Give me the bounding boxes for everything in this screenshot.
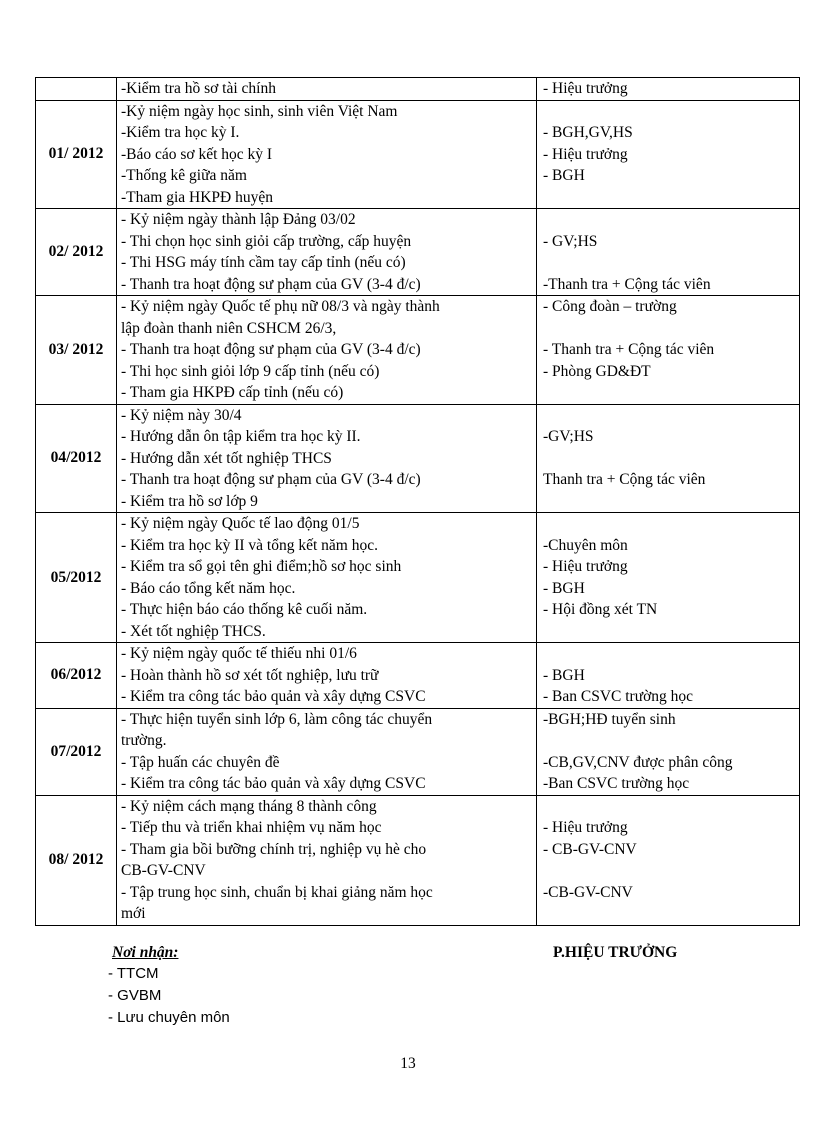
- content-cell: [117, 209, 537, 296]
- content-line: lập đoàn thanh niên CSHCM 26/3,: [121, 319, 337, 337]
- content-line: - Kiểm tra công tác bảo quản và xây dựng CSVC: [121, 775, 426, 792]
- content-line: trường.: [121, 732, 167, 749]
- responsible-line: -CB,GV,CNV được phân công: [543, 753, 733, 771]
- content-cell: [117, 296, 537, 405]
- table-row: [36, 513, 800, 643]
- table-row: [36, 78, 800, 101]
- responsible-line: [537, 318, 799, 340]
- table-row: [36, 404, 800, 513]
- table-row: [36, 296, 800, 405]
- responsible-line: -Ban CSVC trường học: [543, 775, 690, 792]
- responsible-line: - CB-GV-CNV: [543, 840, 637, 858]
- responsible-line: [537, 448, 799, 470]
- responsible-cell: [537, 78, 800, 101]
- content-line: - Tham gia HKPĐ cấp tỉnh (nếu có): [121, 384, 344, 401]
- content-line: - Hướng dẫn ôn tập kiểm tra học kỳ II.: [121, 428, 361, 445]
- responsible-line: - Hiệu trưởng: [543, 819, 628, 836]
- content-line: - Thanh tra hoạt động sư phạm của GV (3-4 đ/c): [121, 471, 421, 488]
- schedule-table: [35, 77, 800, 926]
- content-line: - Báo cáo tổng kết năm học.: [121, 579, 296, 597]
- responsible-cell: [537, 296, 800, 405]
- content-cell: [117, 100, 537, 209]
- table-row: [36, 708, 800, 795]
- responsible-line: [537, 903, 799, 925]
- responsible-cell: [537, 209, 800, 296]
- responsible-line: [537, 643, 799, 665]
- responsible-line: [537, 209, 799, 231]
- content-line: - Thi HSG máy tính cầm tay cấp tỉnh (nếu có): [121, 254, 406, 271]
- responsible-cell: [537, 795, 800, 925]
- content-line: -Báo cáo sơ kết học kỳ I: [121, 145, 273, 163]
- responsible-cell: [537, 643, 800, 709]
- responsible-cell: [537, 404, 800, 513]
- responsible-line: -Thanh tra + Cộng tác viên: [543, 275, 711, 293]
- month-cell: 08/ 2012: [36, 795, 117, 925]
- content-line: - Tham gia bồi bưỡng chính trị, nghiệp vụ hè cho: [121, 840, 427, 858]
- content-line: -Tham gia HKPĐ huyện: [121, 188, 273, 206]
- month-cell: 07/2012: [36, 708, 117, 795]
- responsible-line: [537, 187, 799, 209]
- responsible-line: [537, 252, 799, 274]
- responsible-line: [537, 491, 799, 513]
- month-cell: 03/ 2012: [36, 296, 117, 405]
- table-row: [36, 643, 800, 709]
- content-line: - Thanh tra hoạt động sư phạm của GV (3-4 đ/c): [121, 341, 421, 358]
- content-line: - Kỷ niệm ngày thành lập Đảng 03/02: [121, 211, 356, 228]
- responsible-line: - BGH: [543, 666, 585, 684]
- responsible-cell: [537, 513, 800, 643]
- responsible-line: [537, 513, 799, 535]
- responsible-cell: [537, 100, 800, 209]
- content-line: mới: [121, 905, 146, 922]
- content-line: -Thống kê giữa năm: [121, 167, 247, 184]
- month-cell: 06/2012: [36, 643, 117, 709]
- month-cell: 01/ 2012: [36, 100, 117, 209]
- responsible-line: - BGH,GV,HS: [543, 124, 633, 141]
- content-line: - Thi chọn học sinh giỏi cấp trường, cấp huyện: [121, 232, 412, 250]
- content-line: - Kỷ niệm ngày quốc tế thiếu nhi 01/6: [121, 645, 357, 662]
- responsible-line: [537, 796, 799, 818]
- content-cell: [117, 795, 537, 925]
- content-line: - Thanh tra hoạt động sư phạm của GV (3-4 đ/c): [121, 275, 421, 293]
- content-cell: [117, 404, 537, 513]
- responsible-line: - GV;HS: [543, 232, 598, 250]
- content-line: - Kiểm tra sổ gọi tên ghi điểm;hồ sơ học sinh: [121, 558, 402, 575]
- content-line: - Kỷ niệm ngày Quốc tế lao động 01/5: [121, 515, 360, 532]
- responsible-line: - Hiệu trưởng: [543, 558, 628, 575]
- month-cell: 05/2012: [36, 513, 117, 643]
- recipient-item: - GVBM: [108, 987, 162, 1004]
- signer-title: P.HIỆU TRƯỞNG: [553, 944, 678, 961]
- content-cell: [117, 643, 537, 709]
- recipient-item: - Lưu chuyên môn: [108, 1009, 230, 1026]
- content-line: - Tập trung học sinh, chuẩn bị khai giảng năm học: [121, 883, 433, 901]
- responsible-line: - Công đoàn – trường: [543, 298, 677, 315]
- content-cell: [117, 513, 537, 643]
- responsible-line: -GV;HS: [543, 428, 594, 445]
- content-line: - Tập huấn các chuyên đề: [121, 753, 280, 771]
- content-line: -Kiểm tra học kỳ I.: [121, 124, 240, 141]
- content-line: -Kỷ niệm ngày học sinh, sinh viên Việt Nam: [121, 102, 398, 120]
- responsible-line: - Hiệu trưởng: [543, 80, 628, 97]
- month-cell: [36, 78, 117, 101]
- table-row: [36, 209, 800, 296]
- responsible-line: -CB-GV-CNV: [543, 883, 633, 901]
- responsible-line: -BGH;HĐ tuyển sinh: [543, 710, 676, 728]
- responsible-line: - Hội đồng xét TN: [543, 601, 658, 618]
- responsible-line: Thanh tra + Cộng tác viên: [543, 471, 706, 488]
- content-line: - Kỷ niệm này 30/4: [121, 406, 242, 424]
- responsible-line: - Ban CSVC trường học: [543, 688, 694, 705]
- content-line: CB-GV-CNV: [121, 862, 206, 879]
- content-line: - Tiếp thu và triển khai nhiệm vụ năm học: [121, 819, 382, 836]
- recipients-block: [108, 942, 230, 1029]
- page-number: 13: [400, 1055, 416, 1072]
- responsible-line: - Phòng GD&ĐT: [543, 362, 651, 380]
- content-line: - Kiểm tra hồ sơ lớp 9: [121, 492, 258, 510]
- month-cell: 04/2012: [36, 404, 117, 513]
- content-line: - Thi học sinh giỏi lớp 9 cấp tỉnh (nếu có): [121, 362, 380, 380]
- content-line: - Hướng dẫn xét tốt nghiệp THCS: [121, 449, 332, 467]
- content-line: - Kiểm tra học kỳ II và tổng kết năm học.: [121, 536, 378, 554]
- content-cell: [117, 78, 537, 101]
- responsible-line: - BGH: [543, 167, 585, 184]
- responsible-line: [537, 382, 799, 404]
- responsible-cell: [537, 708, 800, 795]
- content-line: - Hoàn thành hồ sơ xét tốt nghiệp, lưu trữ: [121, 666, 379, 684]
- responsible-line: - BGH: [543, 579, 585, 597]
- content-line: - Kỷ niệm cách mạng tháng 8 thành công: [121, 797, 377, 815]
- recipient-item: - TTCM: [108, 965, 159, 982]
- table-row: [36, 795, 800, 925]
- responsible-line: - Hiệu trưởng: [543, 145, 628, 163]
- responsible-line: [537, 101, 799, 123]
- content-cell: [117, 708, 537, 795]
- responsible-line: [537, 621, 799, 643]
- responsible-line: [537, 405, 799, 427]
- content-line: -Kiểm tra hồ sơ tài chính: [121, 80, 276, 97]
- content-line: - Thực hiện tuyển sinh lớp 6, làm công tác chuyển: [121, 710, 433, 728]
- responsible-line: [537, 860, 799, 882]
- content-line: - Xét tốt nghiệp THCS.: [121, 622, 266, 640]
- content-line: - Kỷ niệm ngày Quốc tế phụ nữ 08/3 và ngày thành: [121, 298, 440, 315]
- month-cell: 02/ 2012: [36, 209, 117, 296]
- table-row: [36, 100, 800, 209]
- responsible-line: - Thanh tra + Cộng tác viên: [543, 341, 715, 358]
- content-line: - Kiểm tra công tác bảo quản và xây dựng CSVC: [121, 688, 426, 705]
- responsible-line: [537, 730, 799, 752]
- content-line: - Thực hiện báo cáo thống kê cuối năm.: [121, 601, 368, 618]
- recipients-title: Nơi nhận:: [112, 944, 179, 961]
- responsible-line: -Chuyên môn: [543, 536, 628, 554]
